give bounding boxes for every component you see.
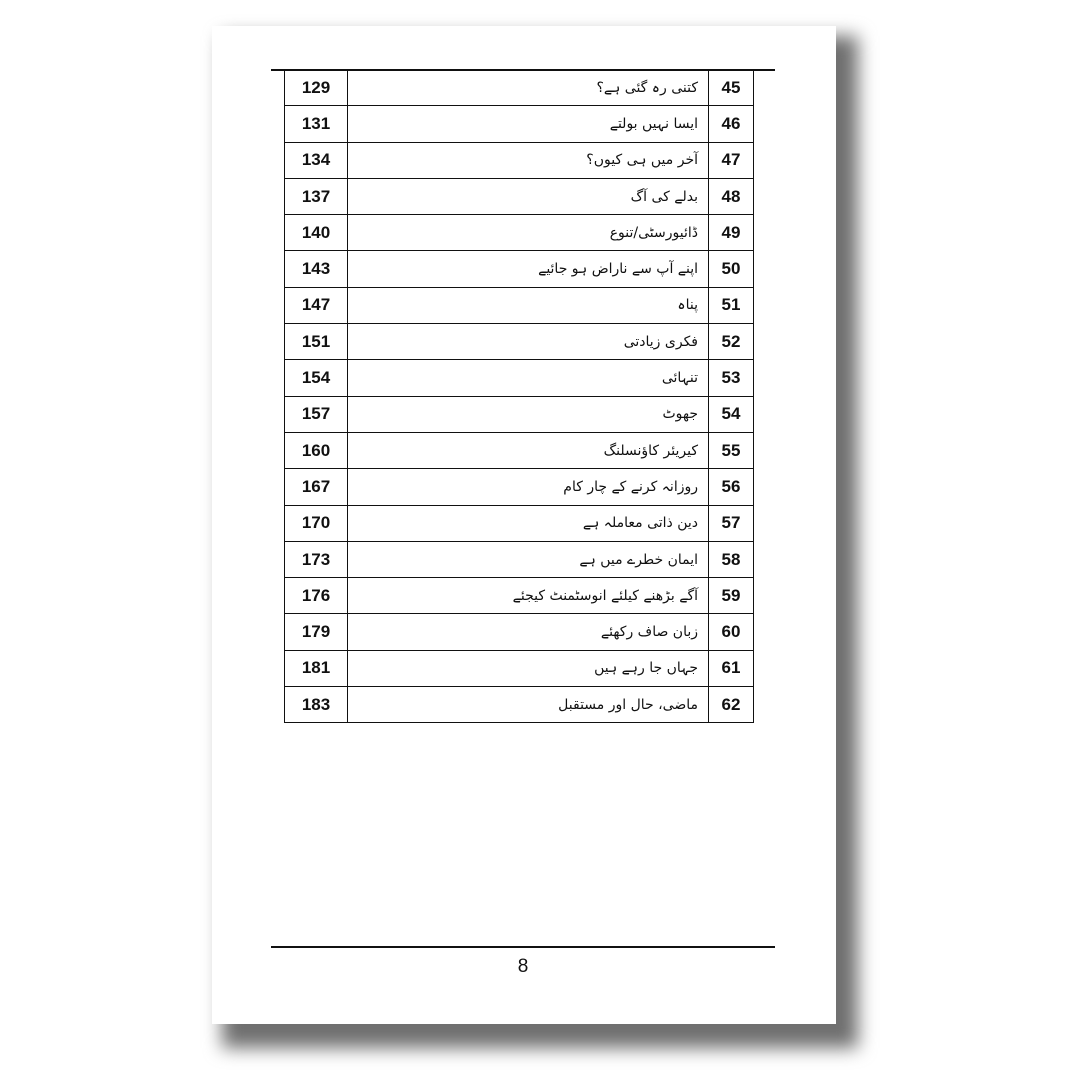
table-row xyxy=(285,70,754,106)
toc-chapter-number: 47 xyxy=(709,142,754,178)
toc-chapter-number: 45 xyxy=(709,70,754,106)
table-row xyxy=(285,469,754,505)
toc-page-number: 143 xyxy=(285,251,348,287)
toc-page-number: 173 xyxy=(285,541,348,577)
table-row xyxy=(285,215,754,251)
page-number: 8 xyxy=(517,956,529,977)
toc-chapter-title: ایسا نہیں بولتے xyxy=(348,106,709,142)
table-row xyxy=(285,142,754,178)
toc-page-number: 154 xyxy=(285,360,348,396)
toc-chapter-title: آگے بڑھنے کیلئے انوسٹمنٹ کیجئے xyxy=(348,578,709,614)
toc-chapter-title: دین ذاتی معاملہ ہے xyxy=(348,505,709,541)
toc-chapter-number: 56 xyxy=(709,469,754,505)
table-row xyxy=(285,541,754,577)
table-row xyxy=(285,432,754,468)
toc-chapter-number: 51 xyxy=(709,287,754,323)
toc-page-number: 140 xyxy=(285,215,348,251)
toc-chapter-title: کیریئر کاؤنسلنگ xyxy=(348,432,709,468)
toc-chapter-title: آخر میں ہی کیوں؟ xyxy=(348,142,709,178)
toc-chapter-number: 59 xyxy=(709,578,754,614)
toc-page-number: 176 xyxy=(285,578,348,614)
table-row xyxy=(285,178,754,214)
toc-page-number: 137 xyxy=(285,178,348,214)
toc-chapter-number: 54 xyxy=(709,396,754,432)
toc-page-number: 147 xyxy=(285,287,348,323)
table-row xyxy=(285,578,754,614)
toc-page-number: 181 xyxy=(285,650,348,686)
toc-page-number: 131 xyxy=(285,106,348,142)
toc-page-number: 134 xyxy=(285,142,348,178)
toc-chapter-number: 61 xyxy=(709,650,754,686)
toc-page-number: 183 xyxy=(285,687,348,723)
toc-chapter-title: ڈائیورسٹی/تنوع xyxy=(348,215,709,251)
toc-chapter-number: 62 xyxy=(709,687,754,723)
toc-chapter-title: اپنے آپ سے ناراض ہو جائیے xyxy=(348,251,709,287)
table-row xyxy=(285,324,754,360)
toc-page-number: 160 xyxy=(285,432,348,468)
toc-chapter-title: جہاں جا رہے ہیں xyxy=(348,650,709,686)
toc-chapter-number: 52 xyxy=(709,324,754,360)
table-row xyxy=(285,614,754,650)
table-row xyxy=(285,287,754,323)
toc-chapter-number: 46 xyxy=(709,106,754,142)
table-row xyxy=(285,251,754,287)
toc-page-number: 179 xyxy=(285,614,348,650)
toc-chapter-number: 48 xyxy=(709,178,754,214)
table-row xyxy=(285,360,754,396)
toc-chapter-title: بدلے کی آگ xyxy=(348,178,709,214)
toc-page-number: 129 xyxy=(285,70,348,106)
toc-chapter-title: جھوٹ xyxy=(348,396,709,432)
toc-page-number: 167 xyxy=(285,469,348,505)
footer-rule xyxy=(271,946,775,948)
toc-chapter-title: ایمان خطرے میں ہے xyxy=(348,541,709,577)
table-of-contents xyxy=(284,70,754,723)
toc-chapter-number: 50 xyxy=(709,251,754,287)
toc-page-number: 157 xyxy=(285,396,348,432)
toc-body xyxy=(285,70,754,723)
toc-page-number: 170 xyxy=(285,505,348,541)
toc-chapter-title: کتنی رہ گئی ہے؟ xyxy=(348,70,709,106)
toc-chapter-title: زبان صاف رکھئے xyxy=(348,614,709,650)
toc-chapter-title: تنہائی xyxy=(348,360,709,396)
toc-chapter-title: پناہ xyxy=(348,287,709,323)
toc-page-number: 151 xyxy=(285,324,348,360)
toc-chapter-title: فکری زیادتی xyxy=(348,324,709,360)
table-row xyxy=(285,650,754,686)
toc-chapter-number: 57 xyxy=(709,505,754,541)
table-row xyxy=(285,687,754,723)
table-row xyxy=(285,396,754,432)
table-row xyxy=(285,505,754,541)
toc-chapter-title: روزانہ کرنے کے چار کام xyxy=(348,469,709,505)
toc-chapter-number: 55 xyxy=(709,432,754,468)
toc-chapter-number: 60 xyxy=(709,614,754,650)
toc-chapter-title: ماضی، حال اور مستقبل xyxy=(348,687,709,723)
toc-chapter-number: 58 xyxy=(709,541,754,577)
toc-chapter-number: 53 xyxy=(709,360,754,396)
table-row xyxy=(285,106,754,142)
toc-chapter-number: 49 xyxy=(709,215,754,251)
